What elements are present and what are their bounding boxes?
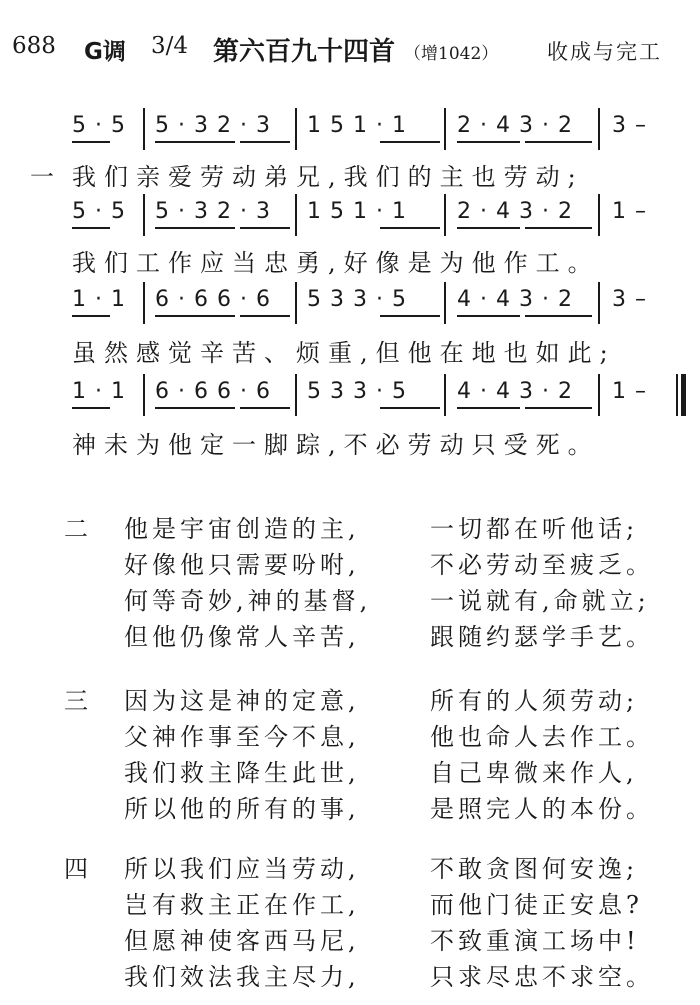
time-signature: 3/4 xyxy=(151,33,189,59)
barline xyxy=(598,282,600,324)
beam-underline xyxy=(457,315,520,317)
measure-notes: 5 3 3 · 5 xyxy=(307,379,407,404)
measure-notes: 5 3 3 · 5 xyxy=(307,287,407,312)
beam-underline xyxy=(380,141,440,143)
hymn-number: 688 xyxy=(12,33,56,59)
beam-underline xyxy=(240,227,290,229)
measure-notes: 3 – xyxy=(612,287,647,312)
beam-underline xyxy=(155,141,235,143)
verse-line-second-half: 不必劳动至疲乏。 xyxy=(430,551,654,579)
verse-line-second-half: 是照完人的本份。 xyxy=(430,795,654,823)
barline xyxy=(444,282,446,324)
hymn-title: 第六百九十四首 xyxy=(213,37,396,67)
verse-line-second-half: 一切都在听他话; xyxy=(430,515,639,543)
measure-notes: 1 · 1 xyxy=(72,287,126,312)
verse-line-second-half: 不致重演工场中! xyxy=(430,927,640,955)
barline xyxy=(295,282,297,324)
barline xyxy=(295,108,297,150)
verse-line-first-half: 我们效法我主尽力, xyxy=(124,963,360,991)
barline xyxy=(295,374,297,416)
hymn-subtitle: （增1042） xyxy=(404,44,499,64)
score-row xyxy=(0,374,700,416)
barline xyxy=(598,108,600,150)
verse-line-first-half: 但愿神使客西马尼, xyxy=(124,927,360,955)
final-barline-thin xyxy=(676,374,678,416)
barline xyxy=(143,282,145,324)
barline xyxy=(598,194,600,236)
verse-line-second-half: 自己卑微来作人, xyxy=(430,759,638,787)
verse-line-first-half: 父神作事至今不息, xyxy=(124,723,360,751)
key-signature: G调 xyxy=(84,39,126,65)
verse-line-first-half: 岂有救主正在作工, xyxy=(124,891,360,919)
measure-notes: 1 – xyxy=(612,379,647,404)
beam-underline xyxy=(72,141,110,143)
hymn-category: 收成与完工 xyxy=(547,40,662,64)
measure-notes: 4 · 4 3 · 2 xyxy=(457,287,573,312)
verse-line-second-half: 只求尽忠不求空。 xyxy=(430,963,654,991)
measure-notes: 4 · 4 3 · 2 xyxy=(457,379,573,404)
score-row xyxy=(0,282,700,324)
verse-line-first-half: 好像他只需要吩咐, xyxy=(124,551,360,579)
verse-line-second-half: 跟随约瑟学手艺。 xyxy=(430,623,654,651)
beam-underline xyxy=(380,315,440,317)
verse-line-first-half: 他是宇宙创造的主, xyxy=(124,515,360,543)
verse-line-second-half: 他也命人去作工。 xyxy=(430,723,654,751)
measure-notes: 1 5 1 · 1 xyxy=(307,199,407,224)
barline xyxy=(444,374,446,416)
verse-number: 一 xyxy=(30,163,54,191)
measure-notes: 3 – xyxy=(612,113,647,138)
measure-notes: 2 · 4 3 · 2 xyxy=(457,199,573,224)
beam-underline xyxy=(155,315,235,317)
beam-underline xyxy=(457,141,520,143)
beam-underline xyxy=(72,227,110,229)
barline xyxy=(598,374,600,416)
beam-underline xyxy=(457,407,520,409)
lyric-text: 神未为他定一脚踪,不必劳动只受死。 xyxy=(72,431,600,459)
measure-notes: 6 · 6 6 · 6 xyxy=(155,287,271,312)
beam-underline xyxy=(457,227,520,229)
measure-notes: 1 – xyxy=(612,199,647,224)
verse-number: 三 xyxy=(64,687,88,715)
beam-underline xyxy=(155,407,235,409)
beam-underline xyxy=(240,407,290,409)
verse-line-second-half: 一说就有,命就立; xyxy=(430,587,650,615)
measure-notes: 5 · 5 xyxy=(72,113,126,138)
beam-underline xyxy=(240,141,290,143)
verse-number: 四 xyxy=(64,855,88,883)
barline xyxy=(143,374,145,416)
barline xyxy=(143,194,145,236)
lyric-text: 我们工作应当忠勇,好像是为他作工。 xyxy=(72,249,600,277)
beam-underline xyxy=(525,227,592,229)
verse-line-second-half: 所有的人须劳动; xyxy=(430,687,639,715)
verse-line-first-half: 我们救主降生此世, xyxy=(124,759,360,787)
score-row xyxy=(0,194,700,236)
beam-underline xyxy=(525,141,592,143)
lyric-text: 虽然感觉辛苦、烦重,但他在地也如此; xyxy=(72,339,616,367)
final-barline-thick xyxy=(681,374,686,416)
barline xyxy=(444,194,446,236)
beam-underline xyxy=(155,227,235,229)
lyric-text: 我们亲爱劳动弟兄,我们的主也劳动; xyxy=(72,163,584,191)
verse-line-first-half: 因为这是神的定意, xyxy=(124,687,360,715)
verse-number: 二 xyxy=(64,515,88,543)
barline xyxy=(295,194,297,236)
beam-underline xyxy=(240,315,290,317)
beam-underline xyxy=(525,407,592,409)
verse-line-first-half: 所以他的所有的事, xyxy=(124,795,360,823)
measure-notes: 6 · 6 6 · 6 xyxy=(155,379,271,404)
score-row xyxy=(0,108,700,150)
measure-notes: 1 · 1 xyxy=(72,379,126,404)
verse-line-first-half: 但他仍像常人辛苦, xyxy=(124,623,360,651)
beam-underline xyxy=(525,315,592,317)
barline xyxy=(444,108,446,150)
verse-line-second-half: 不敢贪图何安逸; xyxy=(430,855,639,883)
verse-line-first-half: 所以我们应当劳动, xyxy=(124,855,360,883)
measure-notes: 5 · 3 2 · 3 xyxy=(155,113,271,138)
verse-line-first-half: 何等奇妙,神的基督, xyxy=(124,587,372,615)
beam-underline xyxy=(72,315,110,317)
measure-notes: 5 · 5 xyxy=(72,199,126,224)
beam-underline xyxy=(72,407,110,409)
verse-line-second-half: 而他门徒正安息? xyxy=(430,891,643,919)
beam-underline xyxy=(380,227,440,229)
measure-notes: 1 5 1 · 1 xyxy=(307,113,407,138)
measure-notes: 2 · 4 3 · 2 xyxy=(457,113,573,138)
barline xyxy=(143,108,145,150)
measure-notes: 5 · 3 2 · 3 xyxy=(155,199,271,224)
beam-underline xyxy=(380,407,440,409)
